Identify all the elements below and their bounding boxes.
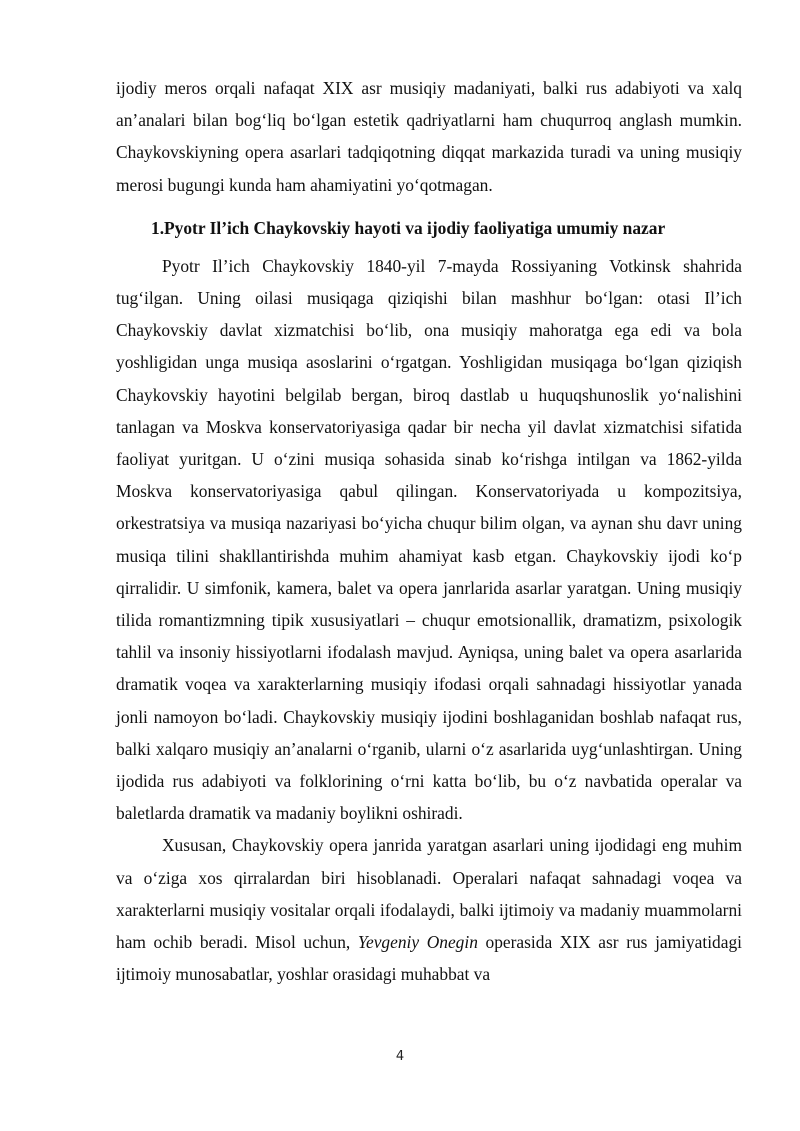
page-number: 4: [395, 1049, 405, 1064]
section-heading: 1.Pyotr Il’ich Chaykovskiy hayoti va ijodiy faoliyatiga umumiy nazar: [151, 217, 666, 238]
intro-paragraph: ijodiy meros orqali nafaqat XIX asr musiqiy madaniyati, balki rus adabiyoti va xalq an’analari bilan bog‘liq bo‘lgan estetik qadriyatlarni ham chuqurroq anglash mumkin. Chaykovskiyning opera asarlari tadqiqotning diqqat markazida turadi va uning musiqiy merosi bugungi kunda ham ahamiyatini yo‘qotmagan.: [116, 78, 742, 195]
text-column: [116, 72, 742, 990]
opera-paragraph-text-end: operasida XIX asr rus jamiyatidagi ijtimoiy munosabatlar, yoshlar orasidagi muhabbat va: [116, 932, 742, 985]
opera-paragraph-text-start: Xususan, Chaykovskiy opera janrida yaratgan asarlari uning ijodidagi eng muhim va o‘ziga xos qirralardan biri hisoblanadi. Operalari nafaqat sahnadagi voqea va xarakterlarni musiqiy vositalar orqali ifodalaydi, balki ijtimoiy va madaniy muammolarni ham ochib beradi. Misol uchun,: [116, 835, 742, 953]
opera-paragraph: [116, 829, 742, 990]
opera-title: Yevgeniy Onegin: [357, 932, 478, 953]
biography-paragraph: Pyotr Il’ich Chaykovskiy 1840-yil 7-mayda Rossiyaning Votkinsk shahrida tug‘ilgan. Uning oilasi musiqaga qiziqishi bilan mashhur bo‘lgan: otasi Il’ich Chaykovskiy davlat xizmatchisi bo‘lib, ona musiqiy mahoratga ega edi va bola yoshligidan unga musiqa asoslarini o‘rgatgan. Yoshligidan musiqaga bo‘lgan qiziqish Chaykovskiy hayotini belgilab bergan, biroq dastlab u huquqshunoslik yo‘nalishini tanlagan va Moskva konservatoriyasiga qadar bir necha yil davlat xizmatchisi sifatida faoliyat yuritgan. U o‘zini musiqa sohasida sinab ko‘rishga intilgan va 1862-yilda Moskva konservatoriyasiga qabul qilingan. Konservatoriyada u kompozitsiya, orkestratsiya va musiqa nazariyasi bo‘yicha chuqur bilim olgan, va aynan shu davr uning musiqa tilini shakllantirishda muhim ahamiyat kasb etgan. Chaykovskiy ijodi ko‘p qirralidir. U simfonik, kamera, balet va opera janrlarida asarlar yaratgan. Uning musiqiy tilida romantizmning tipik xususiyatlari – chuqur emotsionallik, dramatizm, psixologik tahlil va insoniy hissiyotlarni ifodalash mavjud. Ayniqsa, uning balet va opera asarlarida dramatik voqea va xarakterlarning musiqiy ifodasi orqali sahnadagi hissiyotlar yanada jonli namoyon bo‘ladi. Chaykovskiy musiqiy ijodini boshlaganidan boshlab nafaqat rus, balki xalqaro musiqiy an’analarni o‘rganib, ularni o‘z asarlarida uyg‘unlashtirgan. Uning ijodida rus adabiyoti va folklorining o‘rni katta bo‘lib, bu o‘z navbatida operalar va baletlarda dramatik va madaniy boylikni oshiradi.: [116, 255, 742, 824]
